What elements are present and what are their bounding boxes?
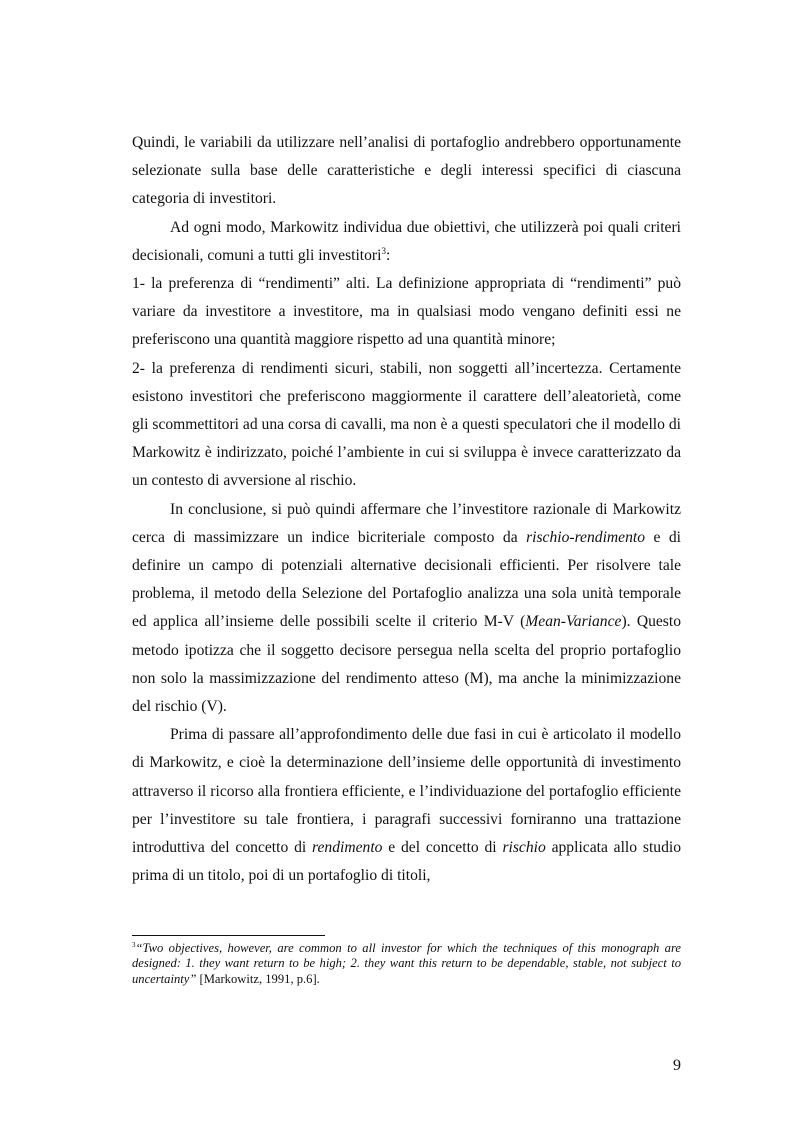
footnote-3 [132,941,681,987]
paragraph-2-end: : [385,246,391,264]
paragraph-conclusion-text-c: ). Questo metodo ipotizza che il soggetto decisore persegua nella scelta del proprio portafoglio non solo la massimizzazione del rendimento atteso (M), ma anche la minimizzazione del rischio (V). [132,613,682,716]
paragraph-1: Quindi, le variabili da utilizzare nell’analisi di portafoglio andrebbero opportunamente selezionate sulla base delle caratteristiche e degli interessi specifici di ciascuna categoria di investitori. [132,134,681,208]
paragraph-2-text: Ad ogni modo, Markowitz individua due obiettivi, che utilizzerà poi quali criteri decisionali, comuni a tutti gli investitori [132,218,681,264]
paragraph-conclusion [132,496,681,722]
paragraph-conclusion-text-a: In conclusione, si può quindi affermare che l’investitore razionale di Markowitz cerca di massimizzare un indice bicriteriale composto da [132,500,681,546]
footnote-ref-3[interactable]: 3 [381,245,386,256]
footnote-separator [132,935,325,936]
paragraph-intro-text-a: Prima di passare all’approfondimento delle due fasi in cui è articolato il modello di Markowitz, e cioè la determinazione dell’insieme delle opportunità di investimento attraverso il ricorso alla frontiera efficiente, e l’individuazione del portafoglio efficiente per l’investitore su tale frontiera, i paragrafi successivi forniranno una trattazione introduttiva del concetto di [132,726,681,857]
term-rischio: rischio [502,839,546,857]
paragraph-2 [132,214,681,270]
body-text [132,129,681,890]
term-mean-variance: Mean-Variance [525,613,622,631]
paragraph-intro-text-c: applicata allo studio prima di un titolo, poi di un portafoglio di titoli, [132,839,681,885]
list-item-2: 2- la preferenza di rendimenti sicuri, stabili, non soggetti all’incertezza. Certamente esistono investitori che preferiscono maggiormente il carattere dell’aleatorietà, come gli scommettitori ad una corsa di cavalli, ma non è a questi speculatori che il modello di Markowitz è indirizzato, poiché l’ambiente in cui si sviluppa è invece caratterizzato da un contesto di avversione al rischio. [132,359,681,490]
paragraph-intro-text-b: e del concetto di [382,839,503,857]
footnote-citation: [Markowitz, 1991, p.6]. [196,971,320,986]
page-number: 9 [673,1057,681,1074]
paragraph-conclusion-text-b: e di definire un campo di potenziali alternative decisionali efficienti. Per risolvere tale problema, il metodo della Selezione del Portafoglio analizza una sola unità temporale ed applica all’insieme delle possibili scelte il criterio M-V ( [132,528,681,631]
footnote-marker: 3 [132,940,136,949]
term-rendimento: rendimento [312,839,383,857]
paragraph-intro-next [132,721,681,890]
term-rischio-rendimento: rischio-rendimento [526,528,646,546]
list-item-1: 1- la preferenza di “rendimenti” alti. La definizione appropriata di “rendimenti” può variare da investitore a investitore, ma in qualsiasi modo vengano definiti essi ne preferiscono una quantità maggiore rispetto ad una quantità minore; [132,275,681,349]
footnote-quote: “Two objectives, however, are common to all investor for which the techniques of this monograph are designed: 1. they want return to be high; 2. they want this return to be dependable, stable, not subject to uncertainty” [132,941,681,986]
